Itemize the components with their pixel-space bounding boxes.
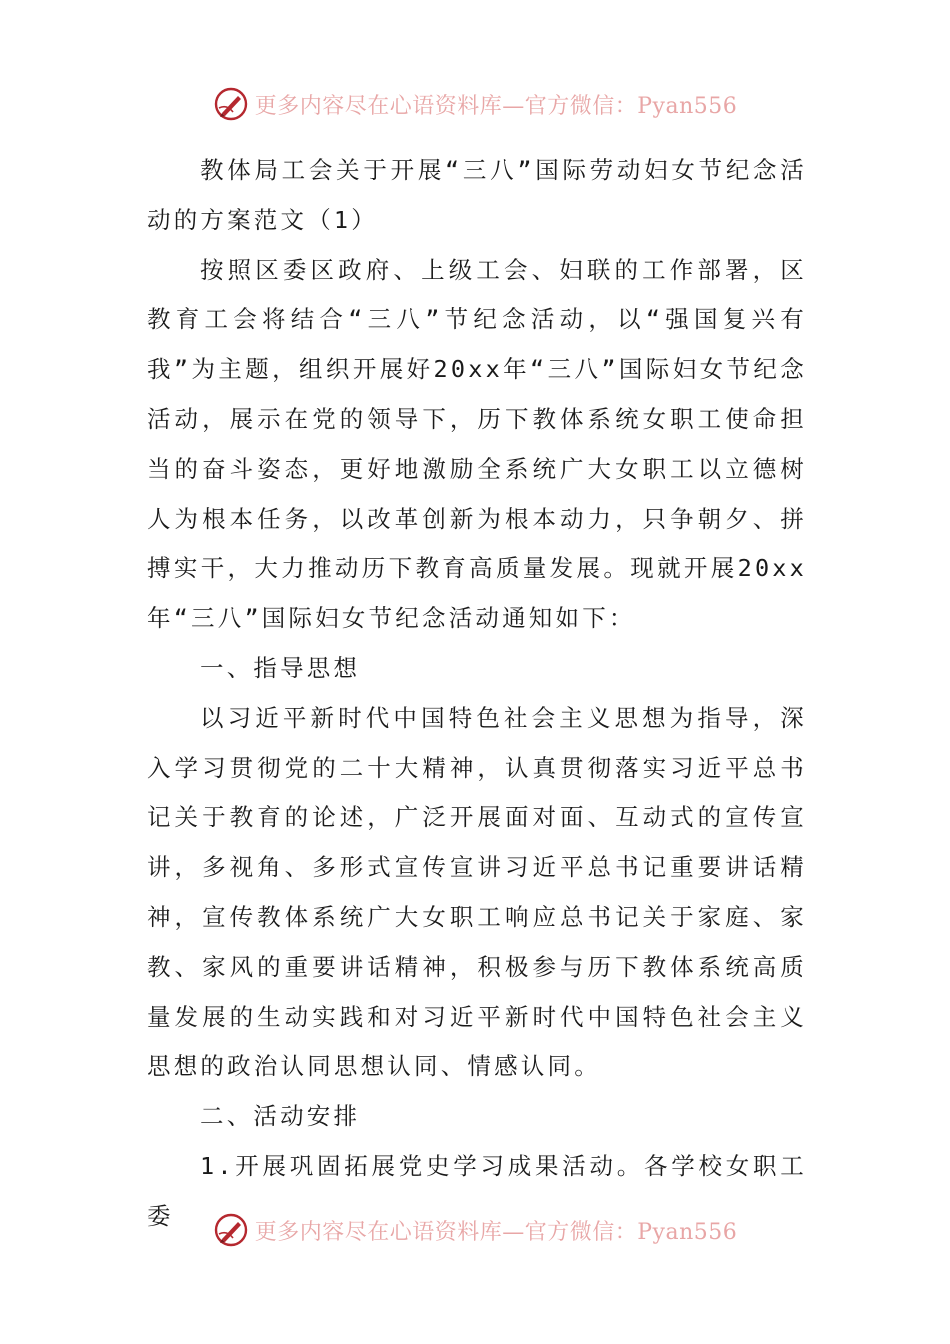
footer-banner-text: 更多内容尽在心语资料库—官方微信：Pyan556 [254,1219,738,1245]
section1-paragraph: 以习近平新时代中国特色社会主义思想为指导，深入学习贯彻党的二十大精神，认真贯彻落实习近平总书记关于教育的论述，广泛开展面对面、互动式的宣传宣讲，多视角、多形式宣传宣讲习近平总书记重要讲话精神，宣传教体系统广大女职工响应总书记关于家庭、家教、家风的重要讲话精神，积极参与历下教体系统高质量发展的生动实践和对习近平新时代中国特色社会主义思想的政治认同思想认同、情感认同。 [147,703,807,1081]
document-title: 教体局工会关于开展“三八”国际劳动妇女节纪念活动的方案范文（1） [147,156,807,234]
header-banner-text: 更多内容尽在心语资料库—官方微信：Pyan556 [254,93,738,119]
header-banner [0,84,950,124]
section1-heading: 一、指导思想 [200,653,361,682]
pen-circle-logo-icon [213,86,249,122]
intro-paragraph: 按照区委区政府、上级工会、妇联的工作部署，区教育工会将结合“三八”节纪念活动，以“强国复兴有我”为主题，组织开展好20xx年“三八”国际妇女节纪念活动，展示在党的领导下，历下教体系统女职工使命担当的奋斗姿态，更好地激励全系统广大女职工以立德树人为根本任务，以改革创新为根本动力，只争朝夕、拼搏实干，大力推动历下教育高质量发展。现就开展20xx年“三八”国际妇女节纪念活动通知如下： [147,255,807,633]
section2-item1: 1.开展巩固拓展党史学习成果活动。各学校女职工委 [147,1151,807,1230]
section2-heading: 二、活动安排 [200,1102,361,1131]
footer-banner [0,1210,950,1250]
document-body [147,146,807,1242]
pen-circle-logo-icon [213,1212,249,1248]
